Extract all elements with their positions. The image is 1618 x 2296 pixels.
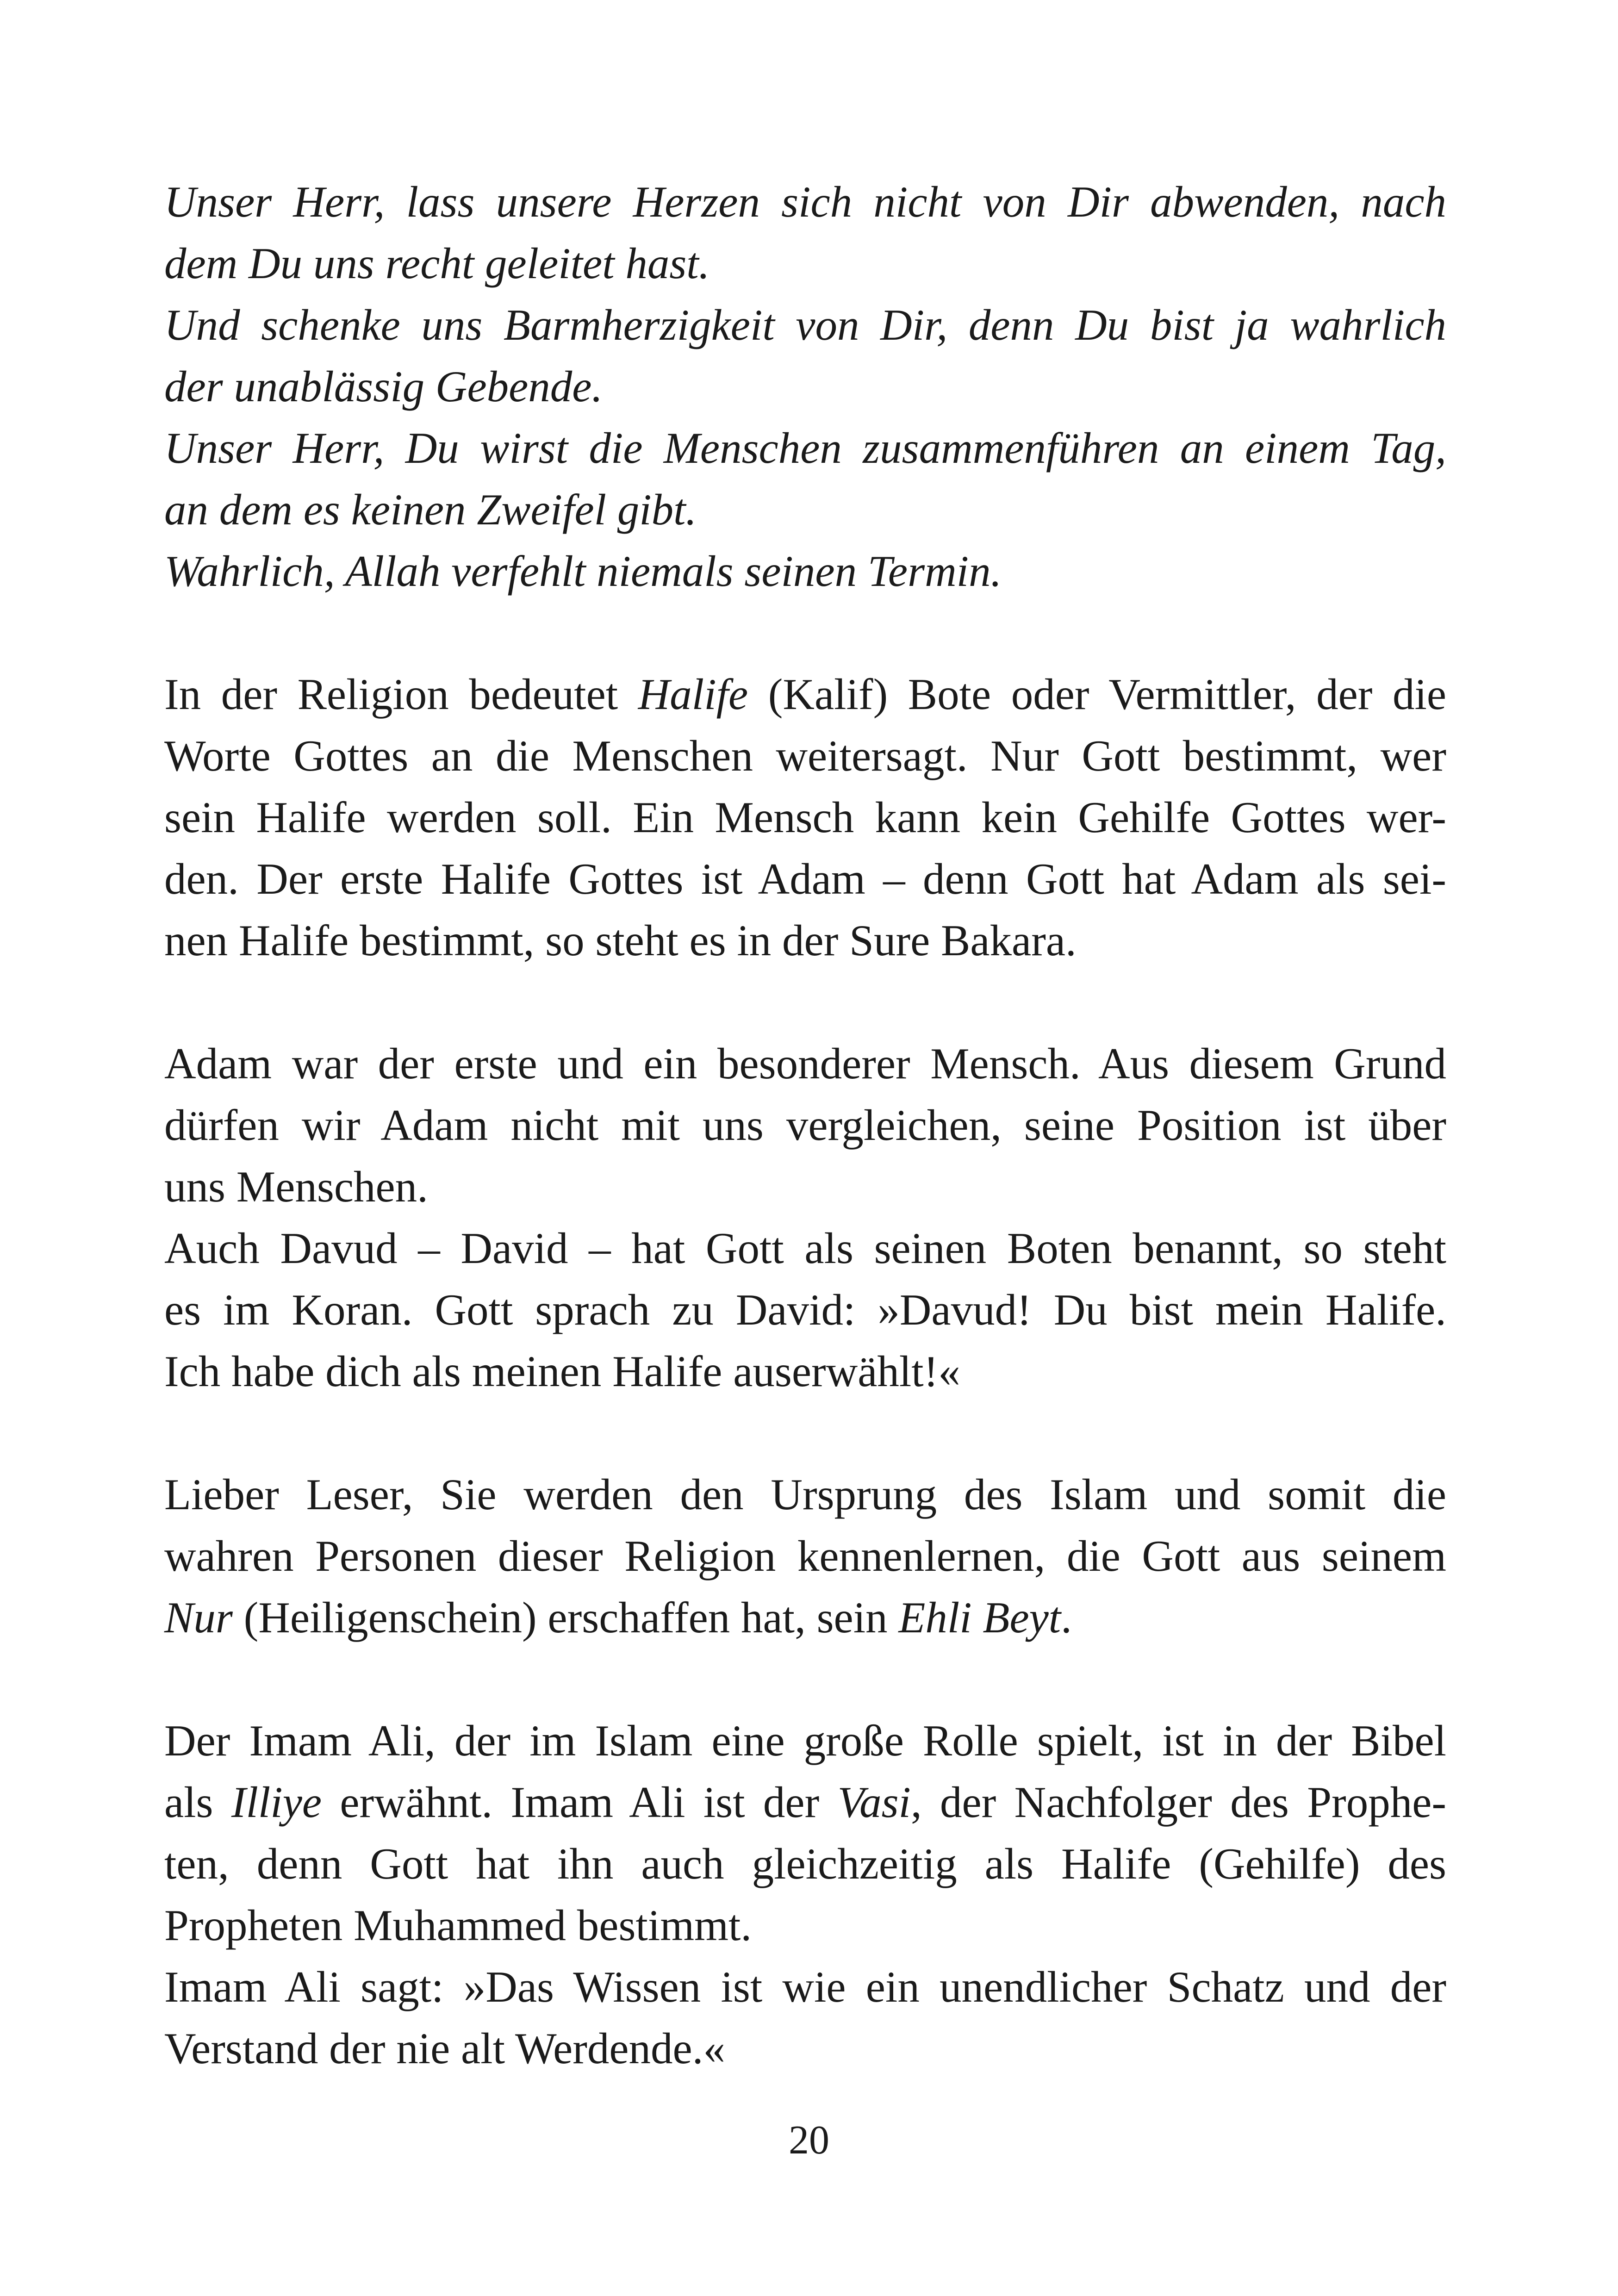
text-line: Wahrlich, Allah verfehlt niemals seinen Termin. [164, 547, 1002, 596]
text-line: Unser Herr, lass unsere Herzen sich nicht von Dir abwenden, nach [164, 177, 1446, 226]
davud-paragraph [164, 1218, 1446, 1402]
text-run: . [1061, 1593, 1072, 1642]
imam-ali-paragraph [164, 1710, 1446, 1956]
text-run: In der Religion bedeutet [164, 670, 638, 719]
halife-paragraph [164, 664, 1446, 971]
text-line: wahren Personen dieser Religion kennenlernen, die Gott aus seinem [164, 1531, 1446, 1580]
text-line: dürfen wir Adam nicht mit uns vergleichen, seine Position ist über [164, 1101, 1446, 1150]
text-run: , der Nachfolger des Prophe- [910, 1778, 1446, 1827]
text-line: sein Halife werden soll. Ein Mensch kann kein Gehilfe Gottes wer- [164, 793, 1446, 842]
text-line: nen Halife bestimmt, so steht es in der Sure Bakara. [164, 916, 1077, 965]
quote-paragraph [164, 1956, 1446, 2079]
text-line: Und schenke uns Barmherzigkeit von Dir, denn Du bist ja wahrlich [164, 300, 1446, 349]
text-line: dem Du uns recht geleitet hast. [164, 239, 710, 288]
adam-paragraph [164, 1033, 1446, 1218]
text-run: erwähnt. Imam Ali ist der [322, 1778, 838, 1827]
text-line: den. Der erste Halife Gottes ist Adam – denn Gott hat Adam als sei- [164, 854, 1446, 903]
text-line: es im Koran. Gott sprach zu David: »Davud! Du bist mein Halife. [164, 1285, 1446, 1334]
text-line: Worte Gottes an die Menschen weitersagt. Nur Gott bestimmt, wer [164, 731, 1446, 780]
page-number: 20 [789, 2118, 829, 2163]
emphasis-vasi: Vasi [837, 1778, 911, 1827]
text-line [164, 1587, 1446, 1649]
prayer-paragraph [164, 171, 1446, 602]
text-line: der unablässig Gebende. [164, 362, 603, 411]
emphasis-halife: Halife [638, 670, 748, 719]
text-line: Propheten Muhammed bestimmt. [164, 1901, 752, 1950]
text-line: an dem es keinen Zweifel gibt. [164, 485, 697, 534]
emphasis-nur: Nur [164, 1593, 233, 1642]
text-line [164, 1772, 1446, 1833]
text-line: Imam Ali sagt: »Das Wissen ist wie ein unendlicher Schatz und der [164, 1962, 1446, 2011]
text-line: uns Menschen. [164, 1162, 428, 1211]
text-line: Verstand der nie alt Werdende.« [164, 2024, 725, 2073]
text-line [164, 664, 1446, 725]
emphasis-illiye: Illiye [231, 1778, 322, 1827]
text-line: Unser Herr, Du wirst die Menschen zusammenführen an einem Tag, [164, 423, 1446, 473]
text-line: ten, denn Gott hat ihn auch gleichzeitig als Halife (Gehilfe) des [164, 1839, 1446, 1888]
emphasis-ehli-beyt: Ehli Beyt [898, 1593, 1061, 1642]
reader-paragraph [164, 1464, 1446, 1649]
text-line: Adam war der erste und ein besonderer Mensch. Aus diesem Grund [164, 1039, 1446, 1088]
text-line: Ich habe dich als meinen Halife auserwählt!« [164, 1347, 960, 1396]
page-body [164, 171, 1446, 2079]
text-line: Der Imam Ali, der im Islam eine große Rolle spielt, ist in der Bibel [164, 1716, 1446, 1765]
text-run: (Kalif) Bote oder Vermittler, der die [748, 670, 1446, 719]
text-run: als [164, 1778, 231, 1827]
text-line: Lieber Leser, Sie werden den Ursprung des Islam und somit die [164, 1470, 1446, 1519]
text-line: Auch Davud – David – hat Gott als seinen Boten benannt, so steht [164, 1224, 1446, 1273]
text-run: (Heiligenschein) erschaffen hat, sein [232, 1593, 899, 1642]
